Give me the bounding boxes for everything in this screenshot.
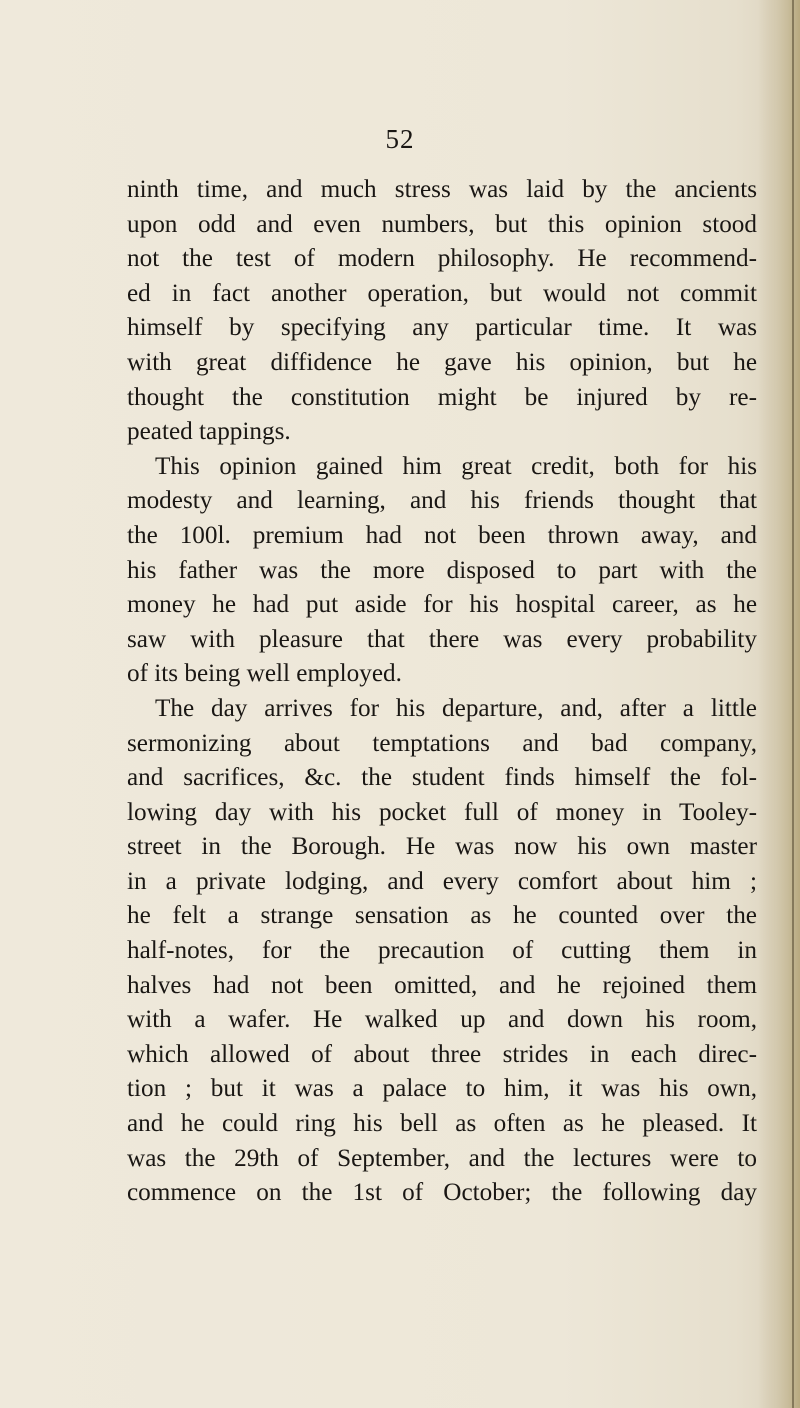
text-line: lowing day with his pocket full of money in Tooley- [127, 798, 757, 826]
text-line: and he could ring his bell as often as he pleased. It [127, 1110, 757, 1138]
text-line: his father was the more disposed to part with the [127, 556, 757, 584]
text-line: sermonizing about temptations and bad company, [127, 729, 757, 757]
text-line: halves had not been omitted, and he rejoined them [127, 971, 757, 999]
text-line: the 100l. premium had not been thrown away, and [127, 521, 757, 549]
body-text [127, 173, 757, 1211]
text-line: tion ; but it was a palace to him, it was his own, [127, 1075, 757, 1103]
text-line: with great diffidence he gave his opinion, but he [127, 348, 757, 376]
text-line: thought the constitution might be injured by re- [127, 383, 757, 411]
text-line: upon odd and even numbers, but this opinion stood [127, 210, 757, 238]
text-line: ninth time, and much stress was laid by the ancients [127, 176, 757, 203]
text-line: This opinion gained him great credit, both for his [155, 452, 757, 480]
text-line: in a private lodging, and every comfort about him ; [127, 867, 757, 895]
text-line: and sacrifices, &c. the student finds himself the fol- [127, 764, 757, 792]
text-line: modesty and learning, and his friends thought that [127, 487, 757, 515]
text-line: ed in fact another operation, but would not commit [127, 279, 757, 307]
text-line: was the 29th of September, and the lectures were to [127, 1144, 757, 1172]
text-line: with a wafer. He walked up and down his room, [127, 1006, 757, 1034]
text-line: commence on the 1st of October; the following day [127, 1179, 757, 1207]
text-line: not the test of modern philosophy. He recommend- [127, 245, 757, 273]
text-line: of its being well employed. [127, 660, 402, 688]
text-line: half-notes, for the precaution of cutting them in [127, 937, 757, 965]
text-line: he felt a strange sensation as he counted over the [127, 902, 757, 930]
text-line: money he had put aside for his hospital career, as he [127, 591, 757, 619]
text-line: which allowed of about three strides in each direc- [127, 1040, 757, 1068]
text-line: himself by specifying any particular time. It was [127, 314, 757, 342]
text-line: peated tappings. [127, 418, 291, 446]
text-line: street in the Borough. He was now his own master [127, 833, 757, 861]
text-line: saw with pleasure that there was every probability [127, 625, 757, 653]
page-edge-line [792, 0, 794, 1408]
text-line: The day arrives for his departure, and, after a little [155, 694, 757, 722]
page-number: 52 [385, 124, 415, 154]
